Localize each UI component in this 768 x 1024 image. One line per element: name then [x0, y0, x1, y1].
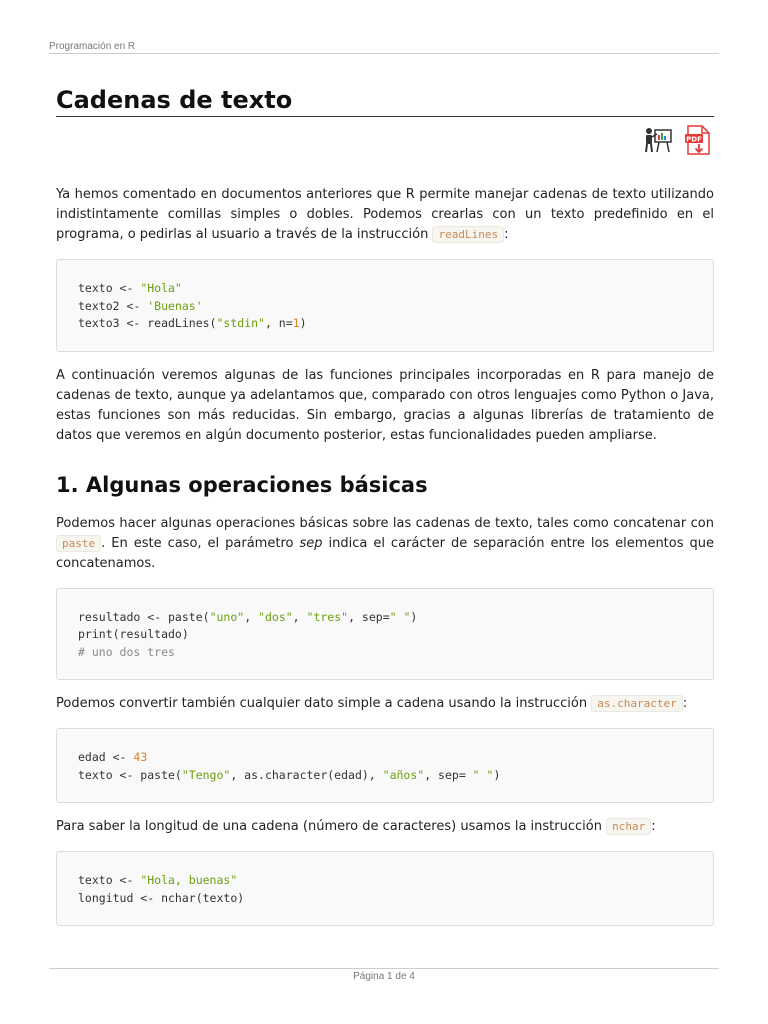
- code-string: " ": [389, 609, 411, 624]
- text: . En este caso, el parámetro: [101, 535, 300, 551]
- running-header: Programación en R: [49, 41, 136, 52]
- code-block-4: [56, 851, 714, 926]
- code-text: ,: [292, 609, 307, 624]
- page-title: Cadenas de texto: [56, 85, 714, 117]
- section-heading-1: 1. Algunas operaciones básicas: [56, 472, 428, 497]
- code-text: ,: [244, 609, 259, 624]
- code-text: ): [299, 316, 307, 330]
- page-number: Página 1 de 4: [353, 971, 415, 982]
- header-rule: [49, 53, 719, 54]
- text: indica el carácter de separación entre los elementos que concatenamos.: [56, 535, 714, 571]
- code-string: "Hola": [140, 281, 182, 295]
- text: Para saber la longitud de una cadena (número de caracteres) usamos la instrucción: [56, 819, 607, 834]
- intro-text-end: :: [504, 227, 509, 242]
- code-text: ): [410, 609, 418, 624]
- code-block-1: [56, 259, 714, 352]
- footer-rule: [49, 968, 719, 969]
- code-text: , n=: [264, 316, 293, 330]
- code-text: texto <- paste(: [78, 767, 182, 782]
- text: :: [651, 819, 656, 834]
- text: Podemos convertir también cualquier dato simple a cadena usando la instrucción: [56, 696, 592, 711]
- code-number: 43: [133, 750, 148, 764]
- code-string: "Hola, buenas": [140, 873, 238, 887]
- presentation-icon[interactable]: [642, 125, 674, 155]
- code-text: edad <-: [78, 750, 134, 764]
- code-comment: # uno dos tres: [78, 644, 175, 659]
- code-text: , sep=: [424, 767, 473, 782]
- code-string: 'Buenas': [147, 298, 203, 313]
- code-string: "años": [382, 767, 425, 782]
- code-text: ): [493, 767, 501, 782]
- code-text: texto3 <- readLines(: [78, 316, 217, 330]
- code-string: "Tengo": [181, 767, 231, 782]
- code-text: resultado <- paste(: [78, 609, 210, 624]
- inline-code-as-character: as.character: [591, 695, 682, 712]
- section1-paragraph-3: [56, 817, 714, 837]
- section1-paragraph-2: [56, 694, 714, 714]
- emphasis-sep: sep: [299, 535, 323, 551]
- code-string: "stdin": [216, 316, 265, 330]
- code-string: "tres": [306, 609, 349, 624]
- code-text: print(resultado): [78, 627, 189, 641]
- toolbar-icons: [56, 125, 714, 155]
- code-text: longitud <- nchar(texto): [78, 890, 245, 905]
- intro-text: Ya hemos comentado en documentos anteriores que R permite manejar cadenas de texto utilizando indistintamente comillas simples o dobles. Podemos crearlas con un texto predefinido en el programa, o pedirlas al usuario a través de la instrucción: [56, 187, 714, 242]
- intro-paragraph: [56, 185, 714, 245]
- code-block-2: [56, 588, 714, 681]
- code-string: " ": [472, 767, 494, 782]
- inline-code-readlines: readLines: [432, 226, 504, 243]
- text: :: [682, 696, 688, 711]
- text: Podemos hacer algunas operaciones básicas sobre las cadenas de texto, tales como concatenar con: [56, 515, 714, 531]
- code-text: texto <-: [78, 873, 141, 887]
- document-body: [56, 85, 714, 926]
- inline-code-paste: paste: [56, 535, 101, 552]
- inline-code-nchar: nchar: [606, 818, 651, 835]
- pdf-icon-label: PDF: [686, 135, 702, 144]
- code-block-3: [56, 728, 714, 803]
- code-number: 1: [292, 316, 300, 330]
- code-string: "dos": [258, 609, 293, 624]
- code-text: , sep=: [348, 609, 390, 624]
- code-text: texto <-: [78, 281, 141, 295]
- section1-paragraph-1: [56, 514, 714, 574]
- code-string: "uno": [209, 609, 245, 624]
- code-text: texto2 <-: [78, 298, 148, 313]
- paragraph-2: A continuación veremos algunas de las funciones principales incorporadas en R para manejo de cadenas de texto, aunque ya adelantamos que, comparado con otros lenguajes como Python o Java, estas funciones son más reducidas. Sin embargo, gracias a algunas librerías de tratamiento de datos que veremos en algún documento posterior, estas funcionalidades pueden ampliarse.: [56, 367, 714, 443]
- code-text: , as.character(edad),: [230, 767, 383, 782]
- pdf-download-icon[interactable]: [684, 125, 712, 155]
